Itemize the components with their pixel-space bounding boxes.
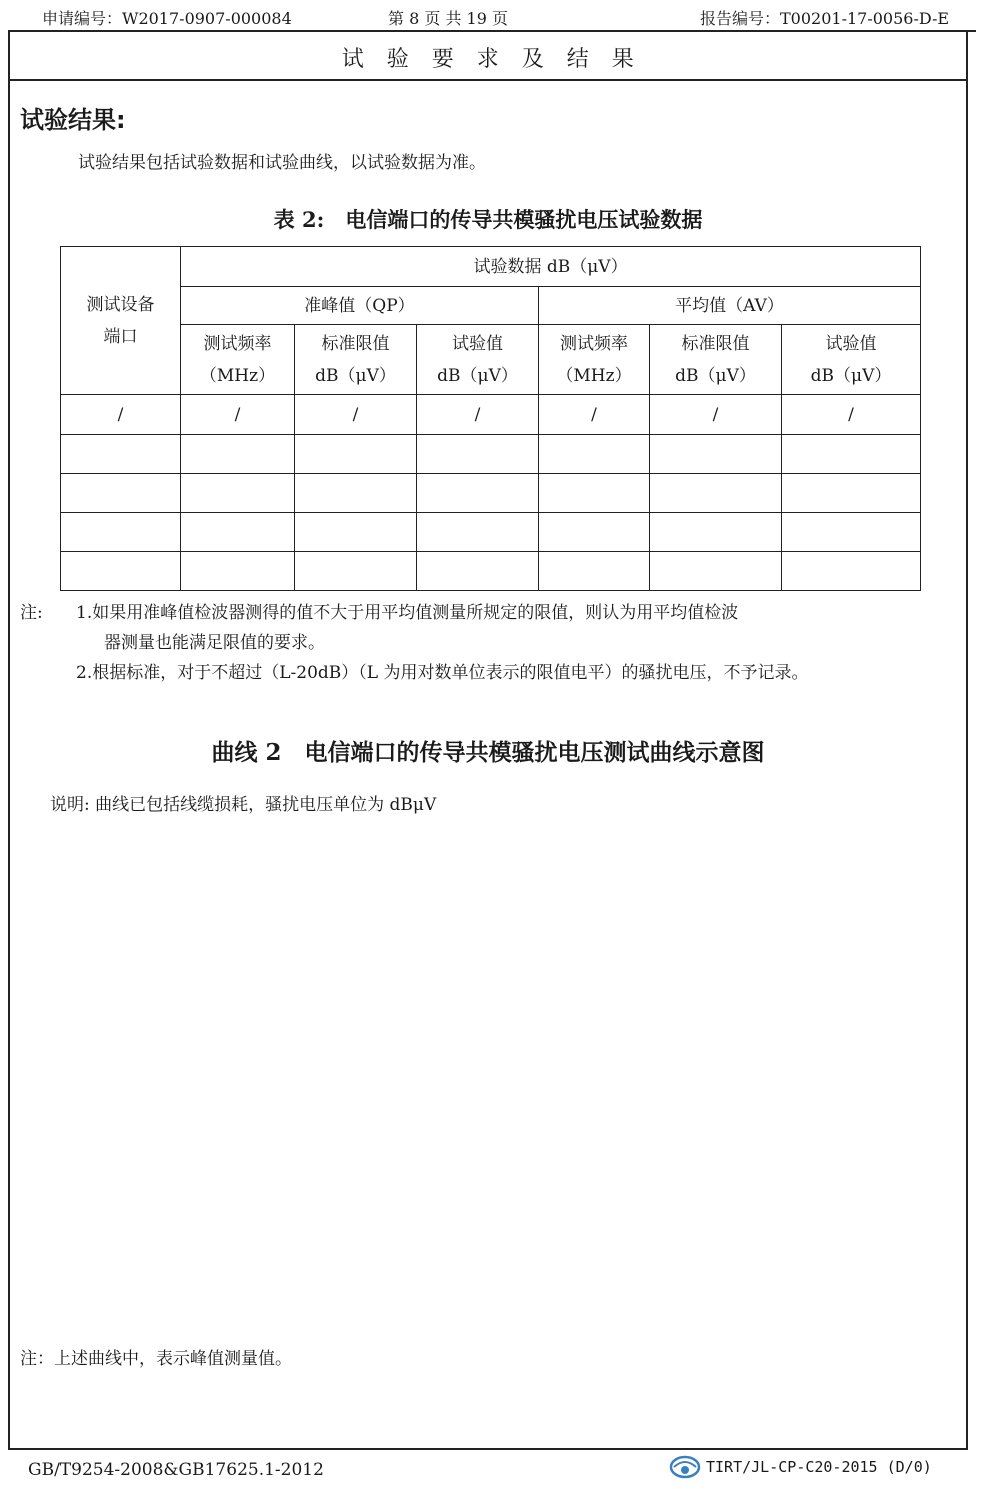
table-cell — [417, 552, 539, 591]
table-cell — [782, 435, 921, 474]
table-cell — [650, 474, 782, 513]
group-header: 试验数据 dB（μV） — [181, 247, 921, 287]
table-cell — [539, 552, 650, 591]
table-cell — [61, 435, 181, 474]
test-data-table — [60, 246, 921, 591]
table-cell: / — [650, 395, 782, 435]
table-cell: / — [181, 395, 295, 435]
table-cell — [782, 474, 921, 513]
note-1-line-2: 器测量也能满足限值的要求。 — [104, 633, 325, 653]
table-cell: / — [61, 395, 181, 435]
table-cell — [295, 513, 417, 552]
av-header: 平均值（AV） — [539, 287, 921, 325]
table-cell — [650, 513, 782, 552]
note-1-line-1: 1.如果用准峰值检波器测得的值不大于用平均值测量所规定的限值，则认为用平均值检波 — [76, 603, 739, 623]
sub-header: 标准限值 dB（μV） — [650, 325, 782, 395]
qp-header: 准峰值（QP） — [181, 287, 539, 325]
table-cell — [539, 474, 650, 513]
sub-header: 试验值 dB（μV） — [782, 325, 921, 395]
intro-text: 试验结果包括试验数据和试验曲线，以试验数据为准。 — [78, 153, 486, 173]
footer-form-code: TIRT/JL-CP-C20-2015 (D/0) — [706, 1458, 932, 1476]
curve-area — [20, 830, 960, 1330]
note-2: 2.根据标准，对于不超过（L-20dB）（L 为用对数单位表示的限值电平）的骚扰电压，不予记录。 — [76, 663, 809, 683]
table-cell — [295, 552, 417, 591]
curve-explanation: 说明: 曲线已包括线缆损耗，骚扰电压单位为 dBμV — [50, 795, 437, 815]
table-cell — [181, 552, 295, 591]
table-row — [61, 552, 921, 591]
table-caption: 表 2: 电信端口的传导共模骚扰电压试验数据 — [273, 207, 703, 232]
table-row — [61, 513, 921, 552]
device-port-header: 测试设备 端口 — [61, 247, 181, 395]
table-cell — [417, 474, 539, 513]
table-cell — [650, 552, 782, 591]
table-cell — [417, 435, 539, 474]
table-cell — [539, 513, 650, 552]
curve-note: 注：上述曲线中，表示峰值测量值。 — [20, 1349, 292, 1369]
table-cell — [61, 513, 181, 552]
table-cell — [61, 552, 181, 591]
table-cell — [539, 435, 650, 474]
table-row — [61, 474, 921, 513]
table-cell — [650, 435, 782, 474]
table-row — [61, 435, 921, 474]
sub-header: 试验值 dB（μV） — [417, 325, 539, 395]
footer-form-code-wrap — [668, 1452, 932, 1482]
notes-label: 注: — [20, 603, 43, 623]
page-title: 试 验 要 求 及 结 果 — [341, 47, 635, 72]
page-frame — [8, 30, 968, 1450]
table-cell: / — [782, 395, 921, 435]
table-cell — [181, 435, 295, 474]
sub-header: 测试频率 （MHz） — [539, 325, 650, 395]
report-number: 报告编号：T00201-17-0056-D-E — [700, 9, 950, 28]
table-row — [61, 395, 921, 435]
table-cell: / — [295, 395, 417, 435]
table-cell — [181, 513, 295, 552]
table-cell: / — [539, 395, 650, 435]
table-cell — [181, 474, 295, 513]
table-cell — [417, 513, 539, 552]
table-cell — [782, 552, 921, 591]
curve-caption: 曲线 2 电信端口的传导共模骚扰电压测试曲线示意图 — [211, 739, 765, 766]
table-cell: / — [417, 395, 539, 435]
table-cell — [295, 435, 417, 474]
institute-logo-icon — [668, 1452, 702, 1482]
table-cell — [61, 474, 181, 513]
page-number: 第 8 页 共 19 页 — [388, 9, 508, 28]
table-cell — [295, 474, 417, 513]
sub-header: 标准限值 dB（μV） — [295, 325, 417, 395]
application-number: 申请编号：W2017-0907-000084 — [42, 9, 292, 28]
table-notes — [20, 598, 809, 688]
section-heading: 试验结果: — [20, 106, 126, 134]
sub-header: 测试频率 （MHz） — [181, 325, 295, 395]
footer-standards: GB/T9254-2008&GB17625.1-2012 — [28, 1460, 324, 1480]
title-row — [10, 30, 966, 81]
table-cell — [782, 513, 921, 552]
